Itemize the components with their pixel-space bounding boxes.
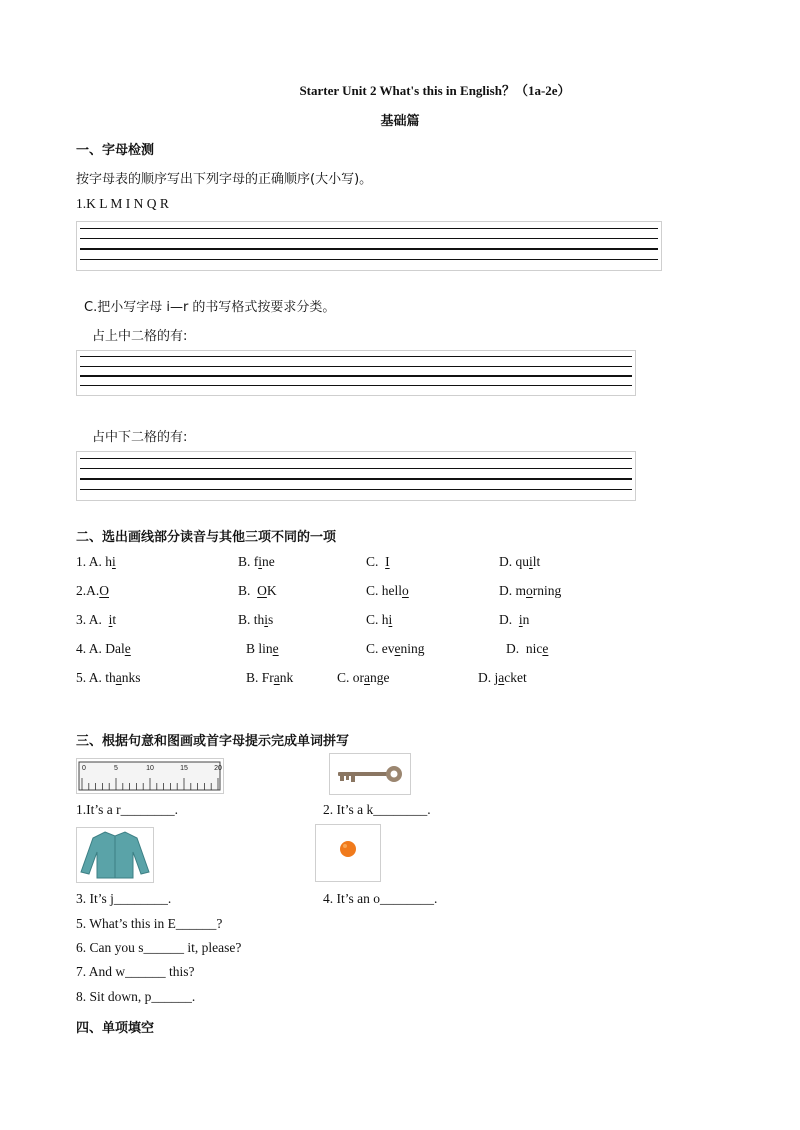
underlined-letter: i <box>108 612 113 627</box>
option-text: nks <box>121 670 141 685</box>
ruler-image <box>76 758 224 794</box>
option-text: C. h <box>366 612 389 627</box>
writing-lines-3[interactable] <box>76 451 636 501</box>
option-text: lt <box>532 554 541 569</box>
writing-line <box>80 458 632 459</box>
underlined-letter: a <box>115 670 122 685</box>
ruler-label: 15 <box>180 765 188 772</box>
key-image <box>329 753 411 795</box>
writing-line <box>80 478 632 480</box>
question-3-6: 6. Can you s______ it, please? <box>76 940 242 955</box>
question-1-letters: 1.K L M I N Q R <box>76 196 169 211</box>
writing-line <box>80 259 658 260</box>
option-text: rning <box>532 583 562 598</box>
underlined-letter: e <box>542 641 549 656</box>
ruler-icon <box>77 759 223 793</box>
writing-lines-1[interactable] <box>76 221 662 271</box>
question-3-2: 2. It’s a k________. <box>323 802 431 817</box>
option-text: t <box>112 612 117 627</box>
underlined-letter: o <box>402 583 409 598</box>
option-3-a[interactable] <box>76 612 116 628</box>
question-3-7: 7. And w______ this? <box>76 964 195 979</box>
option-text: ning <box>400 641 425 656</box>
underlined-letter: e <box>394 641 401 656</box>
writing-line <box>80 385 632 386</box>
underlined-letter: i <box>518 612 523 627</box>
question-3-3: 3. It’s j________. <box>76 891 172 906</box>
option-text: C. hell <box>366 583 402 598</box>
option-text: nk <box>279 670 294 685</box>
option-text: C. or <box>337 670 364 685</box>
label-bottom-two-lines: 占中下二格的有: <box>92 430 188 445</box>
underlined-letter: i <box>258 554 263 569</box>
option-2-b[interactable] <box>238 583 277 599</box>
option-text: 4. A. Dal <box>76 641 125 656</box>
option-3-c[interactable] <box>366 612 392 628</box>
section-2-heading: 二、选出画线部分读音与其他三项不同的一项 <box>76 530 337 545</box>
question-c-instruction: C.把小写字母 i—r 的书写格式按要求分类。 <box>84 300 336 315</box>
section-4-heading: 四、单项填空 <box>76 1021 155 1036</box>
page-title: Starter Unit 2 What's this in English？（1a-2e） <box>299 83 571 98</box>
option-text: 2.A. <box>76 583 100 598</box>
underlined-letter: o <box>526 583 533 598</box>
section-1-heading: 一、字母检测 <box>76 143 155 158</box>
option-text: cket <box>504 670 527 685</box>
option-3-b[interactable] <box>238 612 273 628</box>
option-1-b[interactable] <box>238 554 275 570</box>
ruler-label: 5 <box>114 765 118 772</box>
option-text: C. ev <box>366 641 395 656</box>
question-3-4: 4. It’s an o________. <box>323 891 438 906</box>
underlined-letter: a <box>498 670 505 685</box>
option-4-a[interactable] <box>76 641 131 657</box>
writing-line <box>80 375 632 377</box>
underlined-letter: I <box>385 554 390 569</box>
option-2-c[interactable] <box>366 583 409 599</box>
label-top-two-lines: 占上中二格的有: <box>92 329 188 344</box>
option-text: B. <box>238 583 258 598</box>
option-text: B lin <box>246 641 273 656</box>
underlined-letter: i <box>112 554 116 569</box>
option-text: D. <box>499 612 519 627</box>
option-5-b[interactable] <box>246 670 293 686</box>
option-4-d[interactable] <box>506 641 548 657</box>
writing-line <box>80 238 658 239</box>
option-text: D. qu <box>499 554 529 569</box>
writing-line <box>80 468 632 469</box>
option-text: B. f <box>238 554 259 569</box>
option-4-c[interactable] <box>366 641 425 657</box>
section-1-instruction: 按字母表的顺序写出下列字母的正确顺序(大小写)。 <box>76 172 373 187</box>
ruler-label: 10 <box>146 765 154 772</box>
underlined-letter: a <box>364 670 370 685</box>
key-icon <box>330 754 410 794</box>
option-4-b[interactable] <box>246 641 279 657</box>
option-text: 3. A. <box>76 612 109 627</box>
writing-lines-2[interactable] <box>76 350 636 396</box>
page-subtitle: 基础篇 <box>380 114 420 129</box>
writing-line <box>80 489 632 490</box>
option-1-a[interactable] <box>76 554 116 570</box>
option-text: ne <box>262 554 275 569</box>
ruler-label: 0 <box>82 765 86 772</box>
option-text: K <box>266 583 277 598</box>
option-1-c[interactable] <box>366 554 390 570</box>
option-5-c[interactable] <box>337 670 390 686</box>
question-3-5: 5. What’s this in E______? <box>76 916 223 931</box>
option-1-d[interactable] <box>499 554 540 570</box>
option-text: D. m <box>499 583 526 598</box>
underlined-letter: i <box>529 554 533 569</box>
ruler-label: 20 <box>214 765 222 772</box>
writing-line <box>80 228 658 229</box>
section-3-heading: 三、根据句意和图画或首字母提示完成单词拼写 <box>76 734 350 749</box>
underlined-letter: a <box>273 670 280 685</box>
question-3-1: 1.It’s a r________. <box>76 802 178 817</box>
option-text: D. nic <box>506 641 543 656</box>
orange-icon <box>316 825 380 881</box>
underlined-letter: i <box>264 612 269 627</box>
underlined-letter: O <box>257 583 267 598</box>
option-5-a[interactable] <box>76 670 141 686</box>
option-text: C. <box>366 554 386 569</box>
writing-line <box>80 366 632 367</box>
underlined-letter: e <box>124 641 131 656</box>
jacket-icon <box>77 828 153 882</box>
option-text: n <box>522 612 530 627</box>
option-text: 5. A. th <box>76 670 116 685</box>
option-text: s <box>268 612 274 627</box>
option-text: D. j <box>478 670 499 685</box>
option-2-d[interactable] <box>499 583 561 599</box>
jacket-image <box>76 827 154 883</box>
orange-image <box>315 824 381 882</box>
underlined-letter: O <box>99 583 109 598</box>
writing-line <box>80 356 632 357</box>
option-text: nge <box>370 670 390 685</box>
option-5-d[interactable] <box>478 670 527 686</box>
option-text: 1. A. h <box>76 554 113 569</box>
option-text: B. Fr <box>246 670 274 685</box>
underlined-letter: e <box>272 641 279 656</box>
writing-line <box>80 248 658 250</box>
underlined-letter: i <box>388 612 393 627</box>
option-3-d[interactable] <box>499 612 529 628</box>
option-2-a[interactable] <box>76 583 109 599</box>
question-3-8: 8. Sit down, p______. <box>76 989 196 1004</box>
option-text: B. th <box>238 612 265 627</box>
